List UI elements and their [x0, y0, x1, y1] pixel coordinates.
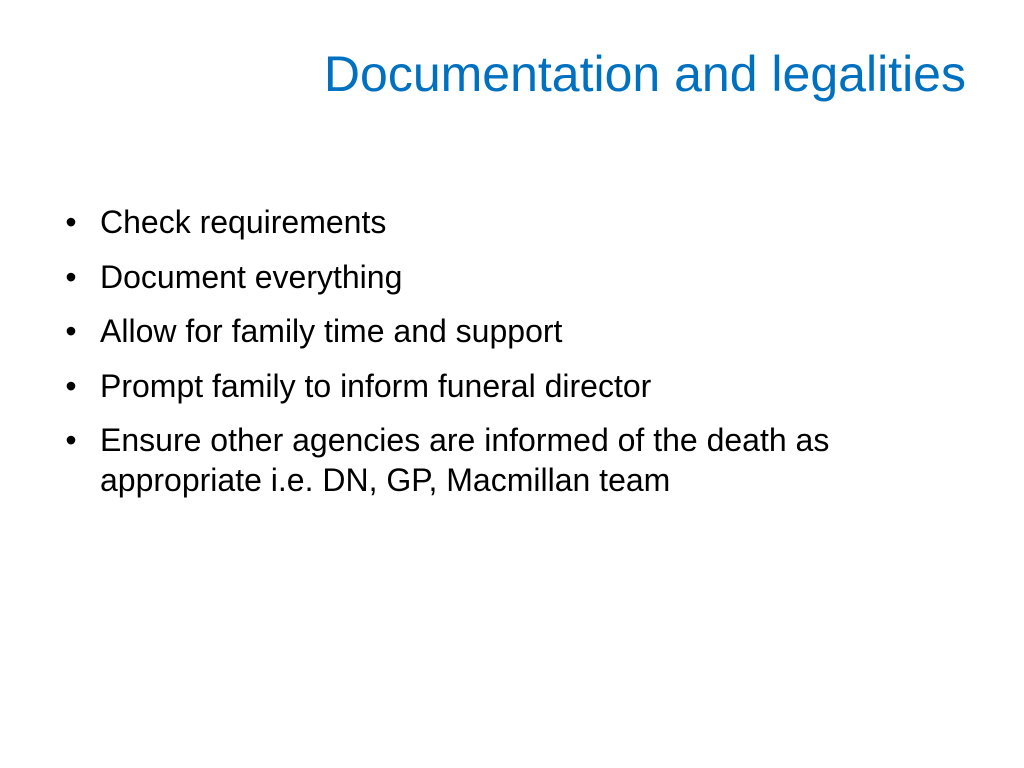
bullet-item — [56, 420, 976, 500]
bullet-dot-icon: • — [65, 367, 77, 404]
bullet-item — [56, 257, 976, 297]
bullet-list — [56, 202, 976, 515]
bullet-text: Ensure other agencies are informed of the death as appropriate i.e. DN, GP, Macmillan team — [100, 422, 830, 498]
bullet-item — [56, 202, 976, 242]
bullet-text: Check requirements — [100, 204, 387, 240]
bullet-text: Document everything — [100, 258, 403, 295]
bullet-item — [56, 366, 976, 406]
slide-title: Documentation and legalities — [323, 46, 966, 102]
bullet-dot-icon: • — [65, 204, 77, 240]
bullet-dot-icon: • — [65, 422, 77, 458]
bullet-item — [56, 311, 976, 351]
bullet-dot-icon: • — [65, 258, 77, 295]
bullet-text: Prompt family to inform funeral director — [100, 367, 652, 404]
bullet-dot-icon: • — [65, 313, 77, 349]
bullet-text: Allow for family time and support — [100, 313, 563, 349]
